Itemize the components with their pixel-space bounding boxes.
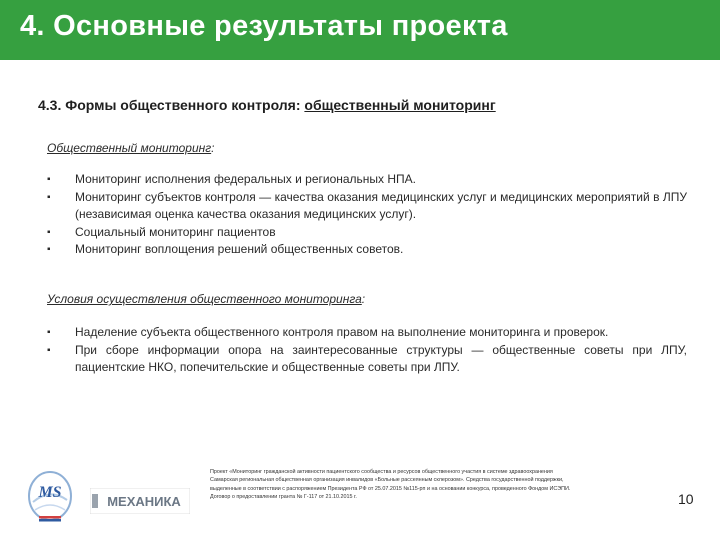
- list-item: [47, 241, 687, 259]
- heading-suffix: :: [361, 292, 366, 306]
- grant-footnote: [210, 468, 650, 502]
- section-subtitle: [38, 97, 496, 113]
- list-item: [47, 224, 687, 242]
- footnote-line: Самарская региональная общественная организация инвалидов «Больные рассеянным склерозом». Средства государственной поддержки,: [210, 477, 564, 484]
- ms-logo-text: MS: [38, 484, 62, 501]
- footnote-line: Проект «Мониторинг гражданской активности пациентского сообщества и ресурсов общественного участия в системе здравоохранения: [210, 469, 553, 475]
- page-title: 4. Основные результаты проекта: [20, 10, 508, 42]
- ms-logo: [25, 466, 75, 524]
- list-item: [47, 171, 687, 189]
- footnote-line: Договор о предоставлении гранта № Г-117 от 21.10.2015 г.: [210, 494, 357, 501]
- bullet-icon: ▪: [47, 174, 51, 185]
- bullet-icon: ▪: [47, 226, 51, 238]
- conditions-list: [47, 324, 687, 377]
- subtitle-underlined: общественный мониторинг: [304, 97, 496, 113]
- list-item-text: При сборе информации опора на заинтересованные структуры — общественные советы при ЛПУ, пациентские НКО, попечительские и общественные советы при ЛПУ.: [75, 342, 687, 374]
- list-item-text: Наделение субъекта общественного контроля правом на выполнение мониторинга и проверок.: [75, 325, 609, 339]
- bullet-icon: ▪: [47, 191, 51, 203]
- mechanika-logo: [90, 488, 190, 514]
- header-bar: [0, 0, 720, 60]
- bullet-icon: ▪: [47, 344, 51, 356]
- section-heading-conditions: [47, 292, 365, 306]
- bullet-icon: ▪: [47, 327, 51, 338]
- page-number: 10: [678, 491, 694, 507]
- subtitle-prefix: 4.3. Формы общественного контроля:: [38, 97, 305, 113]
- mechanika-logo-text: МЕХАНИКА: [107, 494, 181, 509]
- bullet-icon: ▪: [47, 244, 51, 255]
- list-item-text: Мониторинг исполнения федеральных и региональных НПА.: [75, 172, 417, 186]
- list-item: [47, 189, 687, 224]
- heading-text: Общественный мониторинг: [47, 141, 212, 155]
- list-item-text: Мониторинг воплощения решений общественных советов.: [75, 242, 404, 256]
- section-heading-monitoring: [47, 141, 214, 155]
- footnote-line: выделенные в соответствии с распоряжением Президента РФ от 25.07.2015 №115-рп и на основании конкурса, проведенного Фондом ИСЭПИ.: [210, 485, 571, 492]
- heading-suffix: :: [211, 141, 215, 155]
- list-item: [47, 342, 687, 377]
- monitoring-list: [47, 171, 687, 259]
- list-item-text: Мониторинг субъектов контроля — качества оказания медицинских услуг и медицинских мероприятий в ЛПУ (независимая оценка качества оказания медицинских услуг).: [75, 189, 687, 221]
- list-item-text: Социальный мониторинг пациентов: [75, 224, 276, 239]
- list-item: [47, 324, 687, 342]
- heading-text: Условия осуществления общественного мониторинга: [47, 292, 362, 306]
